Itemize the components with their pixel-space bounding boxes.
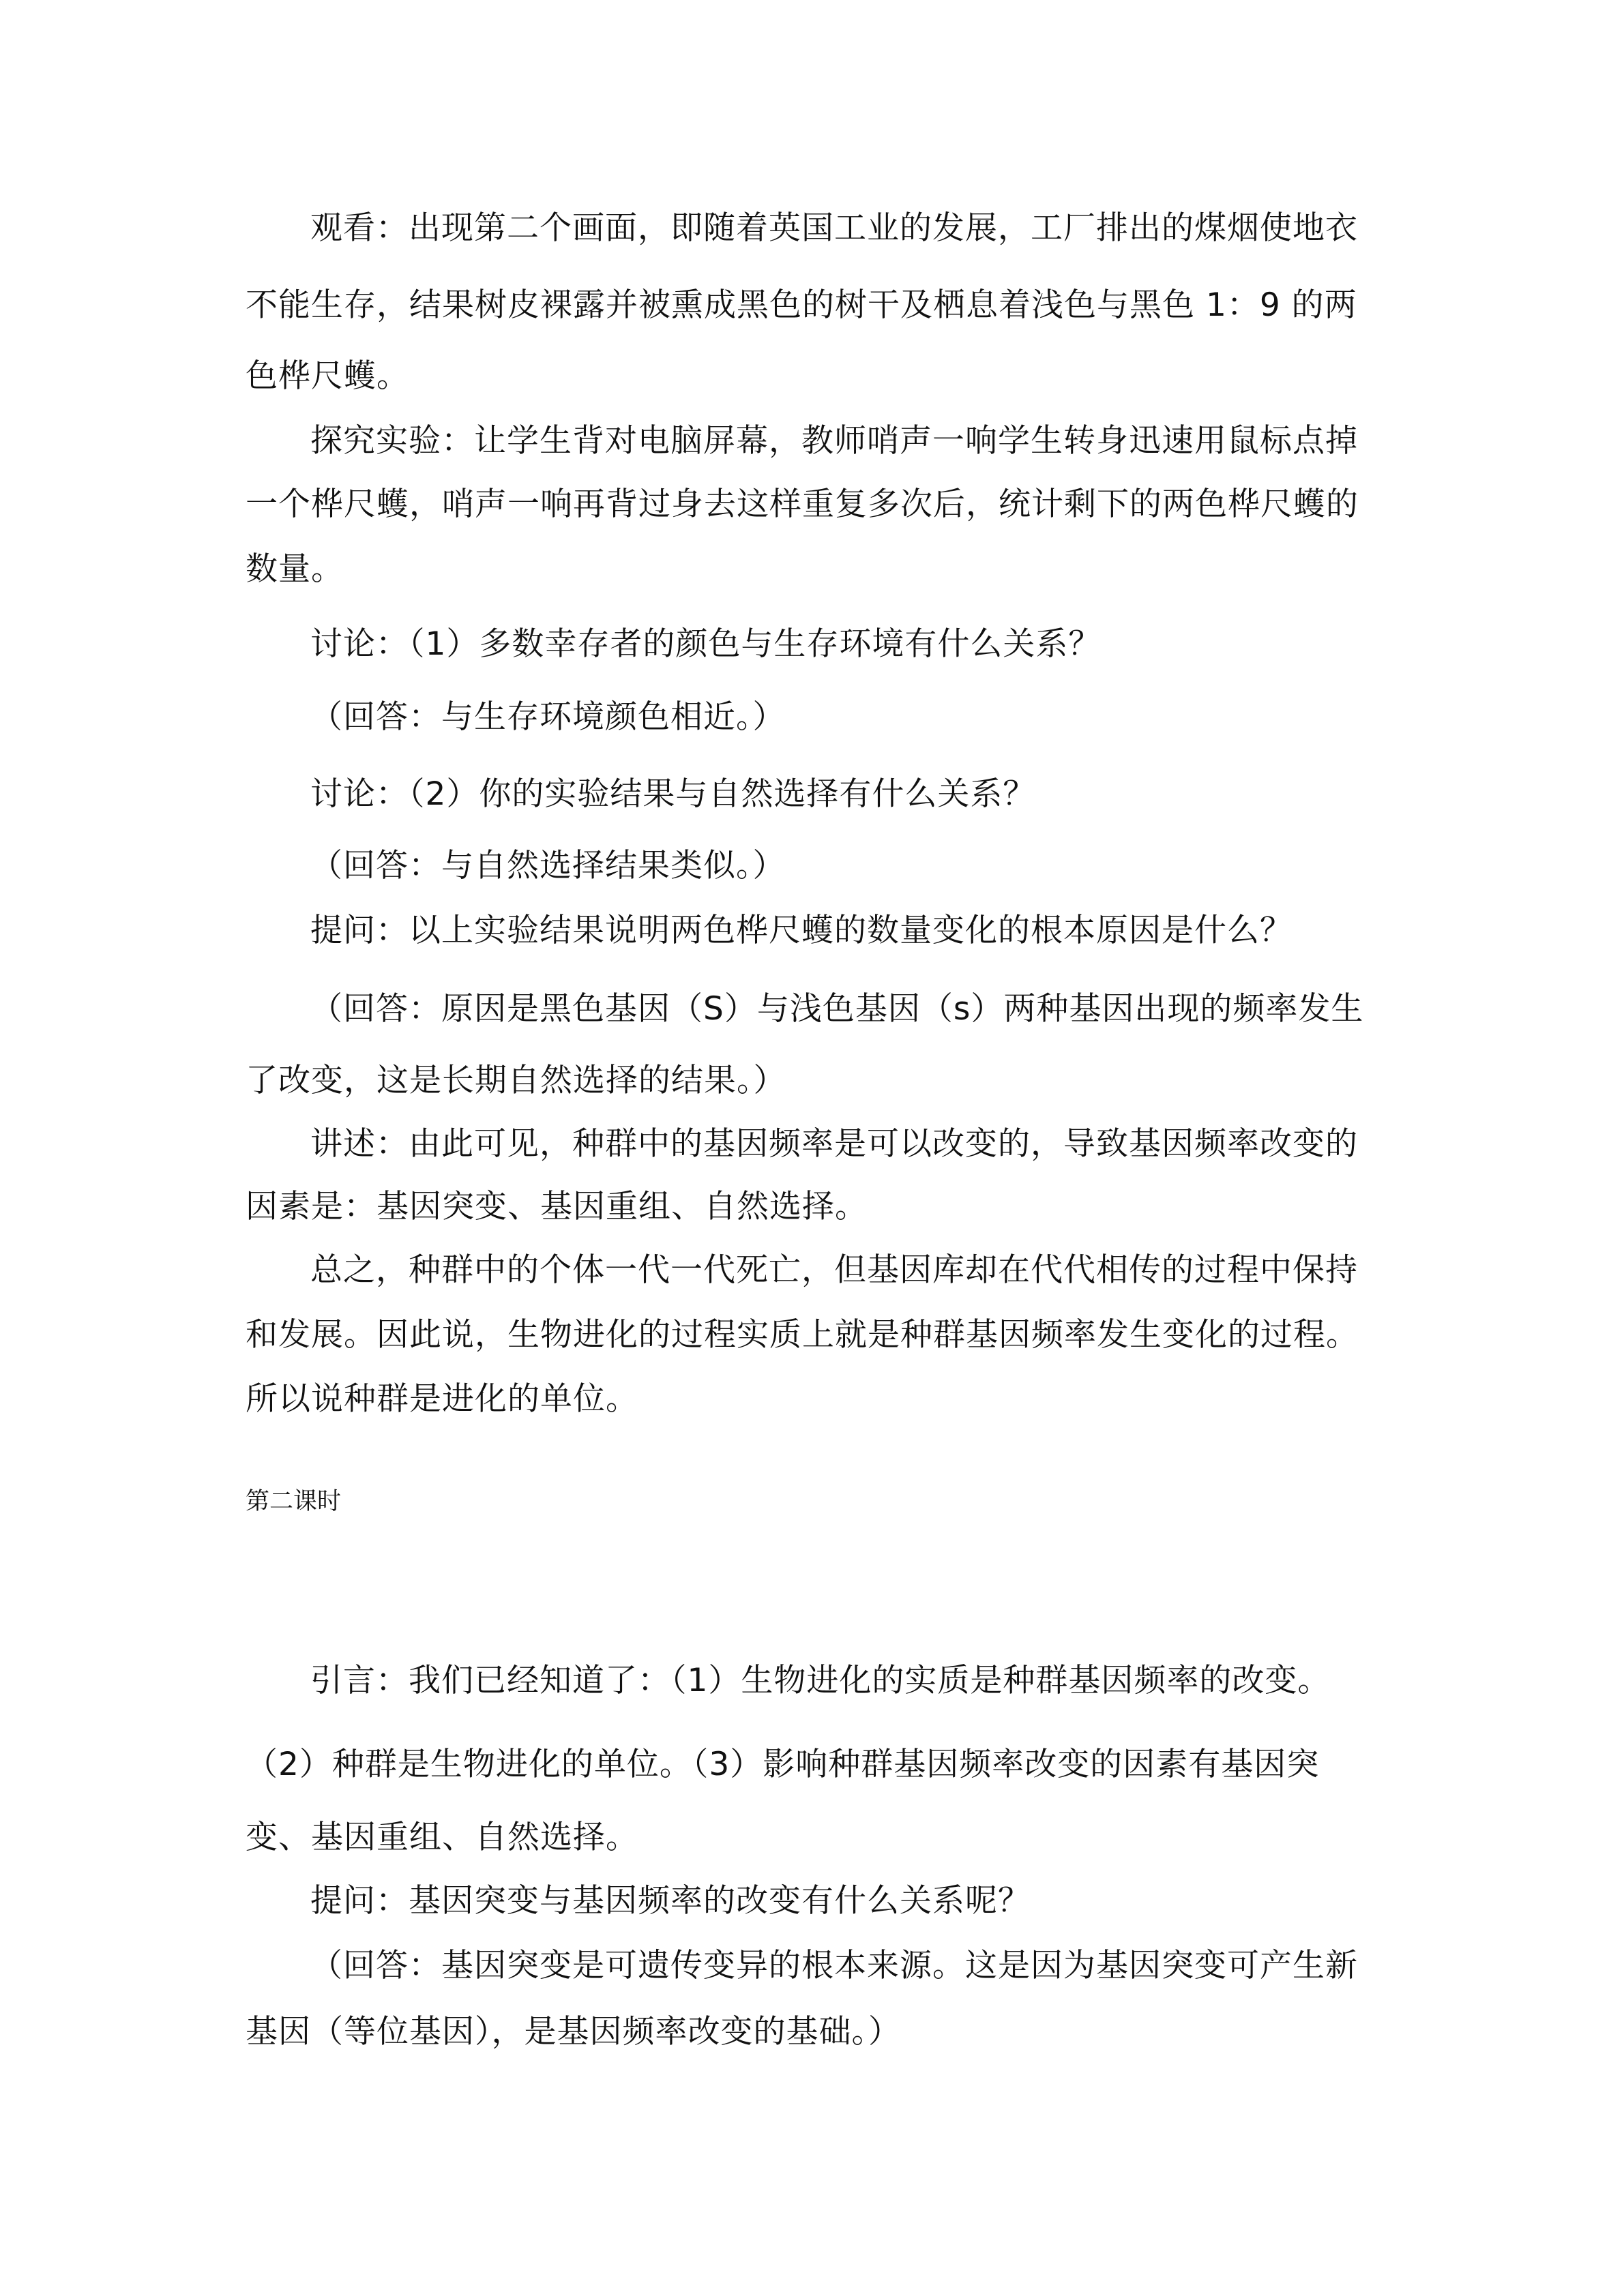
text-line: （回答：原因是黑色基因（S）与浅色基因（s）两种基因出现的频率发生 (310, 990, 1364, 1028)
text-line: （回答：与自然选择结果类似。） (310, 847, 786, 884)
text-line: 总之，种群中的个体一代一代死亡，但基因库却在代代相传的过程中保持 (310, 1251, 1358, 1289)
section-heading: 第二课时 (246, 1488, 342, 1515)
text-line: 数量。 (246, 550, 344, 588)
text-line: 基因（等位基因），是基因频率改变的基础。） (246, 2013, 901, 2051)
text-line: 变、基因重组、自然选择。 (246, 1819, 638, 1856)
text-line: （回答：基因突变是可遗传变异的根本来源。这是因为基因突变可产生新 (310, 1947, 1358, 1984)
text-line: 了改变，这是长期自然选择的结果。） (246, 1062, 786, 1099)
text-line: 色桦尺蠖。 (246, 357, 409, 395)
text-line: 讨论：（1）多数幸存者的颜色与生存环境有什么关系？ (310, 625, 1102, 663)
text-line: （回答：与生存环境颜色相近。） (310, 698, 786, 736)
text-line: 讲述：由此可见，种群中的基因频率是可以改变的，导致基因频率改变的 (310, 1125, 1358, 1163)
text-line: 探究实验：让学生背对电脑屏幕，教师哨声一响学生转身迅速用鼠标点掉 (310, 422, 1358, 460)
text-line: 所以说种群是进化的单位。 (246, 1380, 638, 1418)
text-line: 讨论：（2）你的实验结果与自然选择有什么关系？ (310, 775, 1036, 813)
text-line: （2）种群是生物进化的单位。（3）影响种群基因频率改变的因素有基因突 (246, 1746, 1320, 1783)
text-line: 提问：以上实验结果说明两色桦尺蠖的数量变化的根本原因是什么？ (310, 912, 1293, 949)
text-line: 提问：基因突变与基因频率的改变有什么关系呢？ (310, 1882, 1031, 1920)
text-line: 不能生存，结果树皮裸露并被熏成黑色的树干及栖息着浅色与黑色 1：9 的两 (246, 286, 1357, 324)
text-line: 引言：我们已经知道了：（1）生物进化的实质是种群基因频率的改变。 (310, 1662, 1331, 1699)
text-line: 因素是：基因突变、基因重组、自然选择。 (246, 1188, 868, 1225)
text-line: 和发展。因此说，生物进化的过程实质上就是种群基因频率发生变化的过程。 (246, 1316, 1359, 1354)
text-line: 观看：出现第二个画面，即随着英国工业的发展，工厂排出的煤烟使地衣 (310, 209, 1358, 247)
text-line: 一个桦尺蠖，哨声一响再背过身去这样重复多次后，统计剩下的两色桦尺蠖的 (246, 486, 1359, 523)
